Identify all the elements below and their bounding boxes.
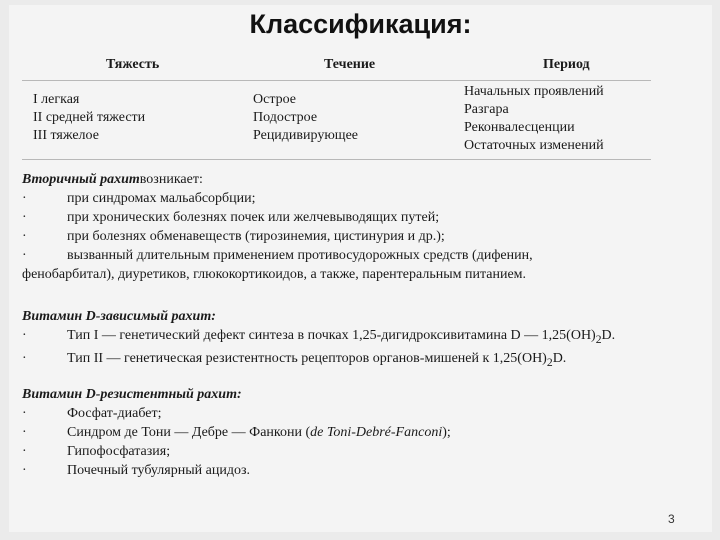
list-item: при синдромах мальабсорбции;: [67, 191, 256, 206]
bullet: ·: [22, 425, 27, 440]
list-item: Фосфат-диабет;: [67, 406, 162, 421]
severity-item: II средней тяжести: [33, 110, 146, 125]
severity-item: I легкая: [33, 92, 80, 107]
course-item: Подострое: [253, 110, 318, 125]
bullet: ·: [22, 444, 27, 459]
period-column: [464, 83, 604, 155]
period-item: Остаточных изменений: [464, 138, 604, 153]
list-item-continuation: фенобарбитал), диуретиков, глюкокортикоидов, а также, парентеральным питанием.: [22, 267, 527, 282]
severity-column: [33, 91, 145, 145]
list-item: вызванный длительным применением противосудорожных средств (дифенин,: [67, 248, 533, 263]
header-course: Течение: [324, 57, 376, 72]
list-item: при хронических болезнях почек или желчевыводящих путей;: [67, 210, 440, 225]
bullet: ·: [22, 350, 27, 366]
slide-number: 3: [668, 512, 675, 526]
secondary-intro: возникает:: [139, 172, 203, 187]
secondary-heading: Вторичный рахит: [22, 172, 140, 187]
bullet: ·: [22, 248, 27, 263]
list-item: Гипофосфатазия;: [67, 444, 171, 459]
course-item: Рецидивирующее: [253, 128, 358, 143]
bullet: ·: [22, 210, 27, 225]
header-severity: Тяжесть: [106, 57, 160, 72]
list-item: Синдром де Тони — Дебре — Фанкони (de Toni-Debré-Fanconi);: [67, 425, 451, 440]
slide-title: Классификация:: [249, 9, 472, 39]
slide: [9, 5, 712, 532]
dependent-heading: Витамин D-зависимый рахит:: [22, 309, 216, 324]
period-item: Начальных проявлений: [464, 84, 604, 99]
bullet: ·: [22, 328, 27, 343]
course-column: [253, 91, 358, 145]
bullet: ·: [22, 191, 27, 206]
header-period: Период: [543, 57, 590, 72]
period-item: Реконвалесценции: [464, 120, 575, 135]
severity-item: III тяжелое: [33, 128, 99, 143]
list-item: Тип II — генетическая резистентность рецепторов органов-мишеней к $1,25(OH)_2D$.: [67, 350, 567, 369]
list-item: Почечный тубулярный ацидоз.: [67, 463, 250, 478]
resistant-heading: Витамин D-резистентный рахит:: [22, 387, 242, 402]
vitamin-d-dependent-section: [22, 307, 712, 372]
list-item: Тип I — генетический дефект синтеза в почках 1,25-дигидроксивитамина D — $1,25(OH)_2D$.: [67, 328, 616, 346]
bullet: ·: [22, 463, 27, 478]
table-divider-bottom: [22, 159, 651, 160]
period-item: Разгара: [464, 102, 509, 117]
bullet: ·: [22, 229, 27, 244]
table-divider-top: [22, 80, 651, 81]
bullet: ·: [22, 406, 27, 421]
course-item: Острое: [253, 92, 296, 107]
vitamin-d-resistant-section: [22, 385, 712, 480]
list-item: при болезнях обменавеществ (тирозинемия, цистинурия и др.);: [67, 229, 445, 244]
secondary-rickets-section: [22, 170, 712, 284]
